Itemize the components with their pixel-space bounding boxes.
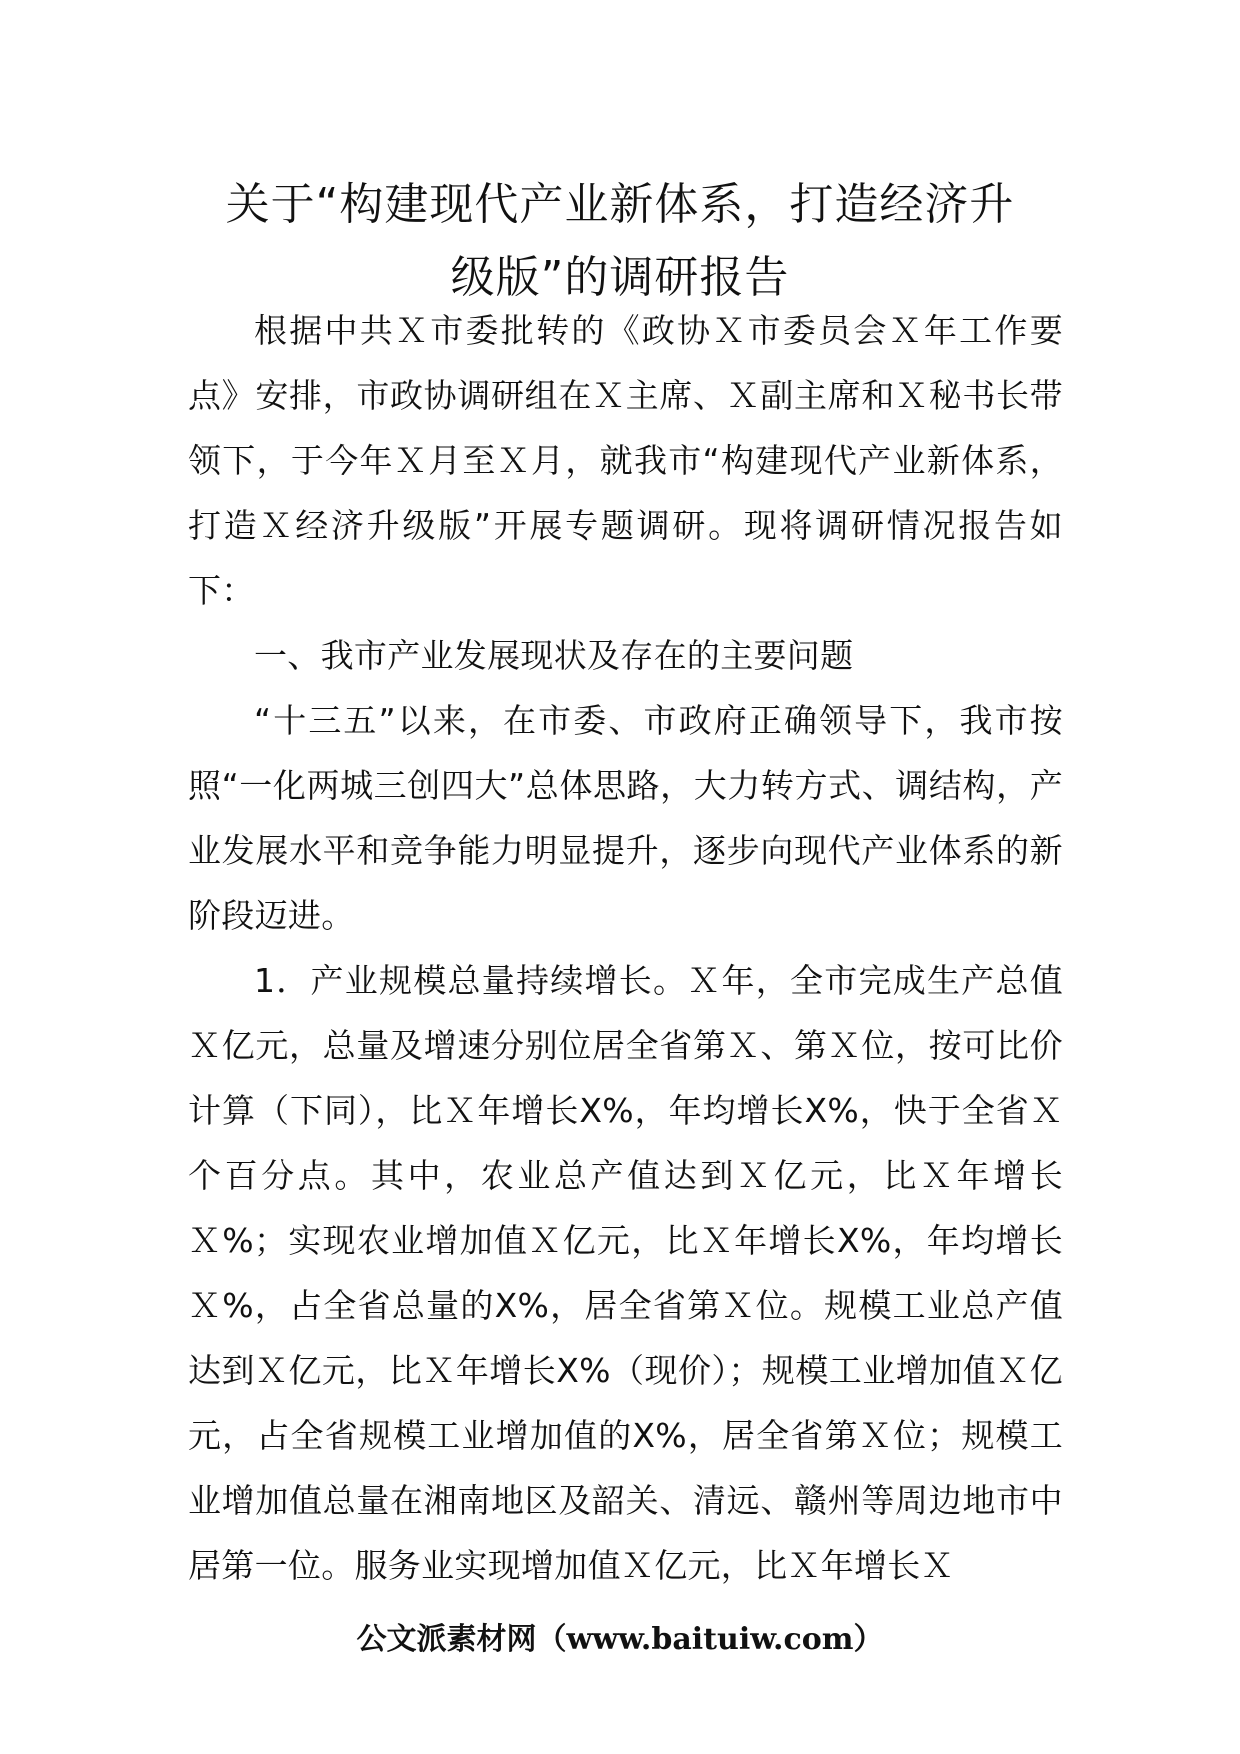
document-title <box>170 168 1070 314</box>
document-title-line-2: 级版”的调研报告 <box>450 252 790 303</box>
section-heading-1: 一、我市产业发展现状及存在的主要问题 <box>254 636 854 675</box>
document-title-line-1: 关于“构建现代产业新体系，打造经济升 <box>225 179 1015 230</box>
document-body <box>188 298 1063 1598</box>
paragraph-item-1: 1．产业规模总量持续增长。Ｘ年，全市完成生产总值Ｘ亿元，总量及增速分别位居全省第Ｘ、第Ｘ位，按可比价计算（下同），比Ｘ年增长X%，年均增长X%，快于全省Ｘ个百分点。其中，农业总产值达到Ｘ亿元，比Ｘ年增长Ｘ%；实现农业增加值Ｘ亿元，比Ｘ年增长X%，年均增长Ｘ%，占全省总量的X%，居全省第Ｘ位。规模工业总产值达到Ｘ亿元，比Ｘ年增长X%（现价）；规模工业增加值Ｘ亿元，占全省规模工业增加值的X%，居全省第Ｘ位；规模工业增加值总量在湘南地区及韶关、清远、赣州等周边地市中居第一位。服务业实现增加值Ｘ亿元，比Ｘ年增长Ｘ <box>188 961 1063 1585</box>
footer-source: 公文派素材网（www.baituiw.com） <box>356 1622 884 1657</box>
paragraph-overview: “十三五”以来，在市委、市政府正确领导下，我市按照“一化两城三创四大”总体思路，大力转方式、调结构，产业发展水平和竞争能力明显提升，逐步向现代产业体系的新阶段迈进。 <box>188 701 1063 935</box>
paragraph-intro: 根据中共Ｘ市委批转的《政协Ｘ市委员会Ｘ年工作要点》安排，市政协调研组在Ｘ主席、Ｘ副主席和Ｘ秘书长带领下，于今年Ｘ月至Ｘ月，就我市“构建现代产业新体系，打造Ｘ经济升级版”开展专题调研。现将调研情况报告如下： <box>188 311 1063 610</box>
